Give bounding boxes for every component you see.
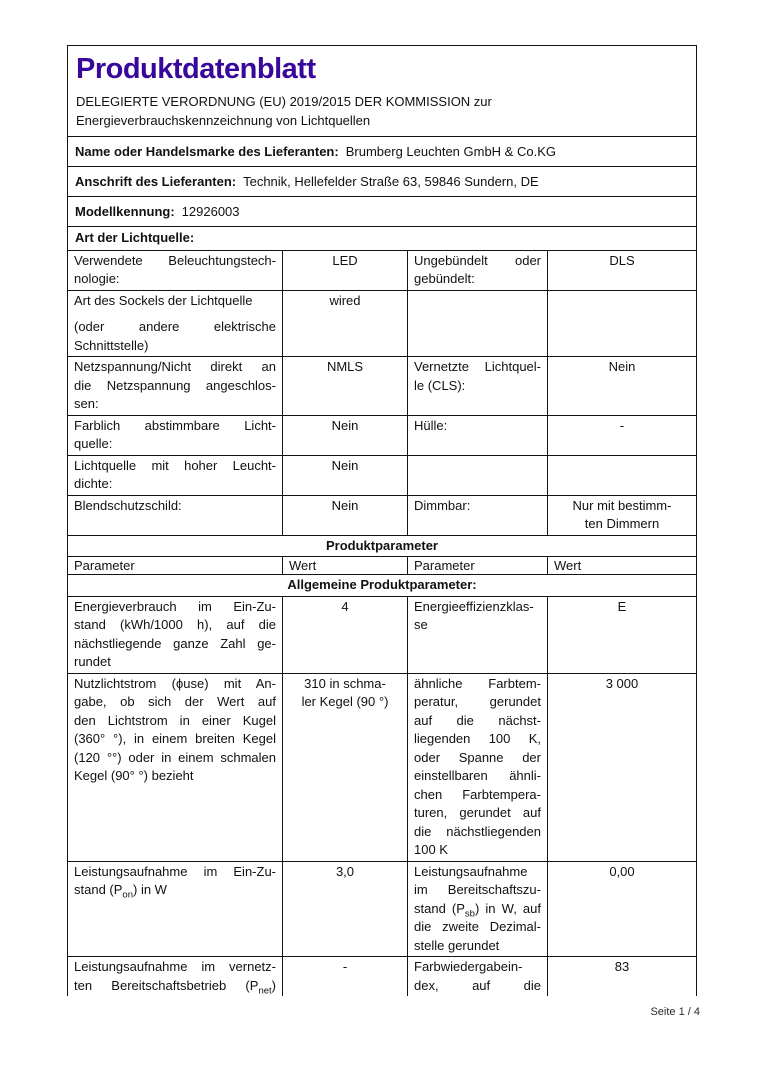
model-id-row [68,197,696,227]
parameter-cell: Farblich abstimmbare Licht- quelle: [68,416,283,455]
value-cell: Nein [608,359,636,374]
parameter-cell: Leistungsaufnahme im Ein-Zu- stand $(P_{on})$ in W [68,862,283,957]
table-row-socket [68,291,696,358]
parameter-cell: ähnliche Farbtem- peratur, gerundet auf die nächst- liegenden 100 K, oder Spanne der einstellbaren ähnli- chen Farbtempera- turen, gerundet auf die nächstliegenden 100 K [408,674,548,861]
regulation-line-2: Energieverbrauchskennzeichnung von Lichtquellen [76,113,371,128]
parameter-cell: Lichtquelle mit hoher Leucht- dichte: [68,456,283,495]
parameter-cell: Energieverbrauch im Ein-Zu- stand (kWh/1000 h), auf die nächstliegende ganze Zahl ge- rundet [68,597,283,673]
table-row-power-on-mode [68,862,696,958]
value-cell: - [619,417,625,433]
parameter-cell: Ungebündelt oder gebündelt: [408,251,548,290]
section-header-produktparameter: Produktparameter [68,536,696,558]
parameter-cell: Nutzlichtstrom (ϕuse) mit An- gabe, ob sich der Wert auf den Lichtstrom in einer Kugel (360° °), in einem breiten Kegel (120 °°) oder in einem schmalen Kegel (90° °) bezieht [68,674,283,861]
light-source-type-header: Art der Lichtquelle: [68,227,696,251]
parameter-cell: Leistungsaufnahme im vernetz- ten Bereitschaftsbetrieb $(P_{net})$ [68,957,283,996]
supplier-address-value: Technik, Hellefelder Straße 63, 59846 Sundern, DE [243,174,539,189]
column-header-parameter: Parameter [408,557,548,574]
table-row-mains [68,357,696,416]
parameter-cell: Art des Sockels der Lichtquelle (oder andere elektrische Schnittstelle) [68,291,283,357]
supplier-address-row [68,167,696,197]
parameter-cell [408,291,548,357]
value-cell: 83 [614,959,630,974]
column-header-parameter: Parameter [68,557,283,574]
value-cell: Nein [283,416,408,455]
model-id-label: Modellkennung: [75,204,175,219]
section-header-allgemeine: Allgemeine Produktparameter: [68,575,696,597]
parameter-cell: Leistungsaufnahme im Bereitschaftszu- stand $(P_{sb})$ in W, auf die zweite Dezimal- stelle gerundet [408,862,548,957]
parameter-cell: Energieeffizienzklas- se [408,597,548,673]
table-row-colour-tunable [68,416,696,456]
value-cell: wired [283,291,408,357]
value-cell: 3 000 [605,675,639,691]
value-cell [548,456,696,495]
parameter-cell: Blendschutzschild: [68,496,283,535]
parameter-cell: Netzspannung/Nicht direkt an die Netzspannung angeschlos- sen: [68,357,283,415]
value-cell: Nein [283,456,408,495]
parameter-cell [408,456,548,495]
supplier-address-label: Anschrift des Lieferanten: [75,174,237,189]
value-cell: Nur mit bestimm- ten Dimmern [572,497,672,531]
value-cell: LED [283,251,408,290]
table-row-useful-luminous-flux [68,674,696,862]
regulation-line-1: DELEGIERTE VERORDNUNG (EU) 2019/2015 DER KOMMISSION zur [76,94,492,109]
column-header-wert: Wert [554,558,582,573]
document-header [68,46,696,137]
parameter-cell: Hülle: [408,416,548,455]
value-cell: NMLS [283,357,408,415]
value-cell: 310 in schma- ler Kegel (90 °) [283,674,408,861]
parameter-cell: Farbwiedergabein- dex, auf die [408,957,548,996]
table-row-high-luminance [68,456,696,496]
parameter-cell: Verwendete Beleuchtungstech- nologie: [68,251,283,290]
parameter-cell: Vernetzte Lichtquel- le (CLS): [408,357,548,415]
table-row-anti-glare [68,496,696,536]
parameter-cell: Dimmbar: [408,496,548,535]
table-column-header-row [68,557,696,575]
datasheet-frame [67,45,697,996]
value-cell: Nein [283,496,408,535]
value-cell [548,291,696,357]
supplier-name-label: Name oder Handelsmarke des Lieferanten: [75,144,339,159]
value-cell: 3,0 [283,862,408,957]
value-cell: - [283,957,408,996]
column-header-wert: Wert [283,557,408,574]
table-row-technology [68,251,696,291]
page-title: Produktdatenblatt [76,53,316,85]
table-row-energy-consumption [68,597,696,674]
model-id-value: 12926003 [181,204,240,219]
supplier-name-value: Brumberg Leuchten GmbH & Co.KG [345,144,556,159]
page-number: Seite 1 / 4 [650,1006,700,1018]
value-cell: 0,00 [609,863,635,879]
value-cell: E [617,598,627,614]
value-cell: DLS [609,252,635,268]
table-row-networked-standby [68,957,696,996]
supplier-name-row [68,137,696,167]
value-cell: 4 [283,597,408,673]
